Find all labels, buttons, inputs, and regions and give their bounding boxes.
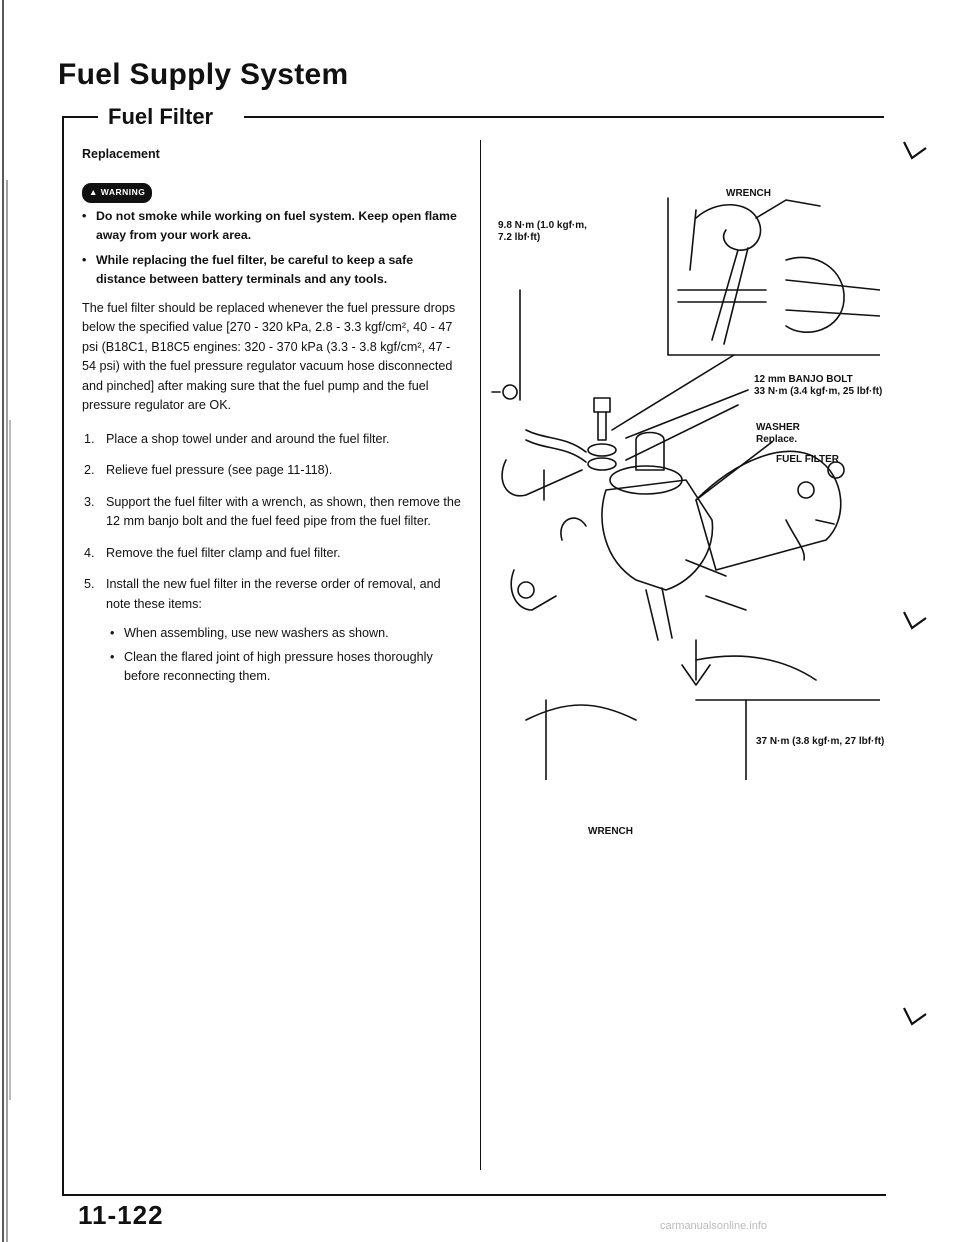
page-title: Fuel Supply System (58, 58, 349, 91)
step-item (82, 493, 462, 532)
step-item (82, 430, 462, 450)
step-text: Support the fuel filter with a wrench, as shown, then remove the 12 mm banjo bolt and the fuel feed pipe from the fuel filter. (106, 494, 461, 529)
step-number: 1. (84, 431, 95, 446)
warning-badge-text: WARNING (100, 187, 146, 198)
warning-list (82, 207, 462, 289)
sub-item: • Clean the flared joint of high pressure hoses thoroughly before reconnecting them. (106, 648, 462, 687)
banjo-torque-label: 33 N·m (3.4 kgf·m, 25 lbf·ft) (754, 386, 883, 397)
torque-bottom-label: 37 N·m (3.8 kgf·m, 27 lbf·ft) (756, 736, 885, 747)
column-divider (480, 140, 481, 1170)
corner-mark-mid (900, 606, 930, 636)
warning-item: • While replacing the fuel filter, be careful to keep a safe distance between battery terminals and any tools. (82, 251, 462, 289)
section-title: Fuel Filter (100, 104, 221, 130)
step-number: 2. (84, 463, 95, 478)
step-text: Remove the fuel filter clamp and fuel filter. (106, 545, 341, 560)
sub-item: • When assembling, use new washers as shown. (106, 624, 462, 644)
corner-mark-bottom (900, 1002, 930, 1032)
step-number: 4. (84, 545, 95, 560)
intro-paragraph: The fuel filter should be replaced whenever the fuel pressure drops below the specified value [270 - 320 kPa, 2.8 - 3.3 kgf/cm², 40 - 47 psi (B18C1, B18C5 engines: 320 - 370 kPa (3.3 - 3.8 kgf/cm², 47 - 54 psi) with the fuel pressure regulator vacuum hose disconnected and pinched] after making sure that the fuel pump and the fuel pressure regulator are OK. (82, 300, 456, 413)
step-item (82, 544, 462, 564)
step-text: Relieve fuel pressure (see page 11-118). (106, 463, 333, 478)
fuel-filter-diagram (486, 140, 885, 780)
step-number: 5. (84, 577, 95, 592)
steps-list (82, 430, 462, 687)
step-item (82, 461, 462, 481)
watermark: carmanualsonline.info (660, 1220, 768, 1232)
step-text: Place a shop towel under and around the fuel filter. (106, 431, 390, 446)
step-number: 3. (84, 494, 95, 509)
corner-mark-top (900, 136, 930, 166)
warning-icon: ▲ (89, 187, 98, 198)
warning-badge (82, 183, 152, 202)
text-column (82, 145, 462, 699)
step-item (82, 575, 462, 687)
wrench-label-top: WRENCH (726, 188, 771, 199)
torque-top-label-1: 9.8 N·m (1.0 kgf·m, (498, 220, 587, 231)
sub-list (106, 624, 462, 687)
washer-note: Replace. (756, 434, 798, 445)
warning-item: • Do not smoke while working on fuel system. Keep open flame away from your work area. (82, 207, 462, 245)
replacement-heading: Replacement (82, 147, 160, 161)
torque-top-label-2: 7.2 lbf·ft) (498, 232, 541, 243)
wrench-label-bottom: WRENCH (588, 826, 633, 837)
step-text: Install the new fuel filter in the reverse order of removal, and note these items: (106, 577, 441, 611)
banjo-bolt-label: 12 mm BANJO BOLT (754, 374, 853, 385)
washer-label: WASHER (756, 422, 800, 433)
fuel-filter-label: FUEL FILTER (776, 454, 839, 465)
page-number: 11-122 (78, 1200, 164, 1230)
scan-edge (0, 0, 14, 1242)
